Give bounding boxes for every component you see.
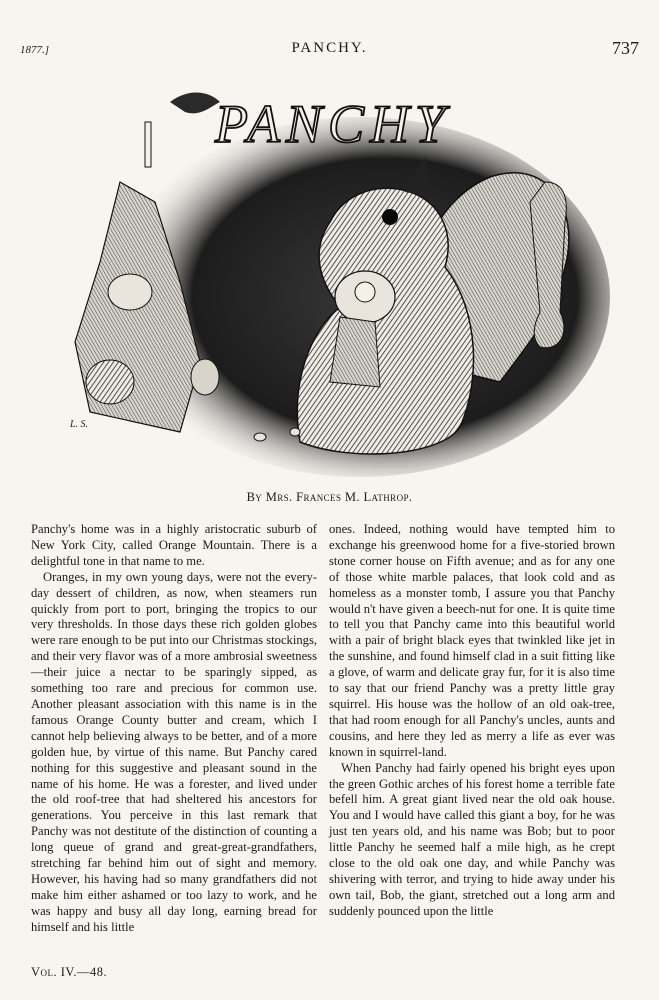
squirrel-illustration <box>60 82 620 482</box>
paragraph: Panchy's home was in a highly aristocratic suburb of New York City, called Orange Mountain. There is a delightful tone in that name to me. <box>31 522 317 568</box>
paragraph: ones. Indeed, nothing would have tempted him to exchange his greenwood home for a five-storied brown stone corner house on Fifth avenue; and as for any one of those white marble palaces, that look cold and as homeless as a monster tomb, I assure you that Panchy would n't have given a beech-nut for one. It is quite time to tell you that Panchy came into this beautiful world with a pair of bright black eyes that twinkled like jet in the sunshine, and found himself clad in a suit fitting like a glove, of warm and delicate gray fur, for it is also time to say that our friend Panchy was a pretty little gray squirrel. His house was the hollow of an old oak-tree, that had room enough for all Panchy's uncles, aunts and cousins, and here they led as merry a life as ever was known in squirrel-land. <box>329 522 615 759</box>
volume-signature: Vol. IV.—48. <box>31 965 108 979</box>
paragraph: When Panchy had fairly opened his bright eyes upon the green Gothic arches of his forest home a terrible fate befell him. A great giant lived near the old oak house. You and I would have called this giant a boy, for he was just ten years old, and his name was Bob; but to poor little Panchy he seemed half a mile high, as he crept close to the old oak one day, and while Panchy was shivering with terror, and trying to hide away under his own tail, Bob, the giant, stretched out a long arm and suddenly pounced upon the little <box>329 760 615 918</box>
text-column-right <box>329 522 615 920</box>
holly-sprig-shape <box>170 93 220 114</box>
page-number: 737 <box>612 38 639 58</box>
byline: By Mrs. Frances M. Lathrop. <box>246 490 413 504</box>
running-header <box>20 40 639 62</box>
stocking-shape <box>530 182 566 348</box>
header-date: 1877.] <box>20 44 50 56</box>
title-lettering: PANCHY <box>215 94 452 154</box>
artist-signature: L. S. <box>70 419 89 430</box>
squirrel-eye-shape <box>382 209 398 225</box>
header-title: PANCHY. <box>291 40 368 56</box>
paragraph: Oranges, in my own young days, were not the every-day dessert of children, as now, when steamers run quickly from port to port, bringing the tropics to our very thresholds. In those days these rich golden globes were rare enough to be put into our Christmas stockings, and their very flavor was of a more ambrosial sweetness—their juice a nectar to be sparingly sipped, as something too rare and precious for common use. Another pleasant association with this name is in the famous Orange County butter and cream, which I cannot help believing always to be better, and of a more golden hue, by virtue of this name. But Panchy cared nothing for this suggestive and pleasant sound in the name of his home. He was a forester, and lived under the old roof-tree that had sheltered his ancestors for generations. You perceive in this last remark that Panchy was not destitute of the distinction of counting a long queue of grand and great-great-grandfathers, stretching far behind him out of sight and memory. However, his having had so many grandfathers did not make him either ashamed or too lazy to work, and he was happy and busy all day long, earning bread for himself and his little <box>31 569 317 934</box>
text-column-left <box>31 522 317 936</box>
